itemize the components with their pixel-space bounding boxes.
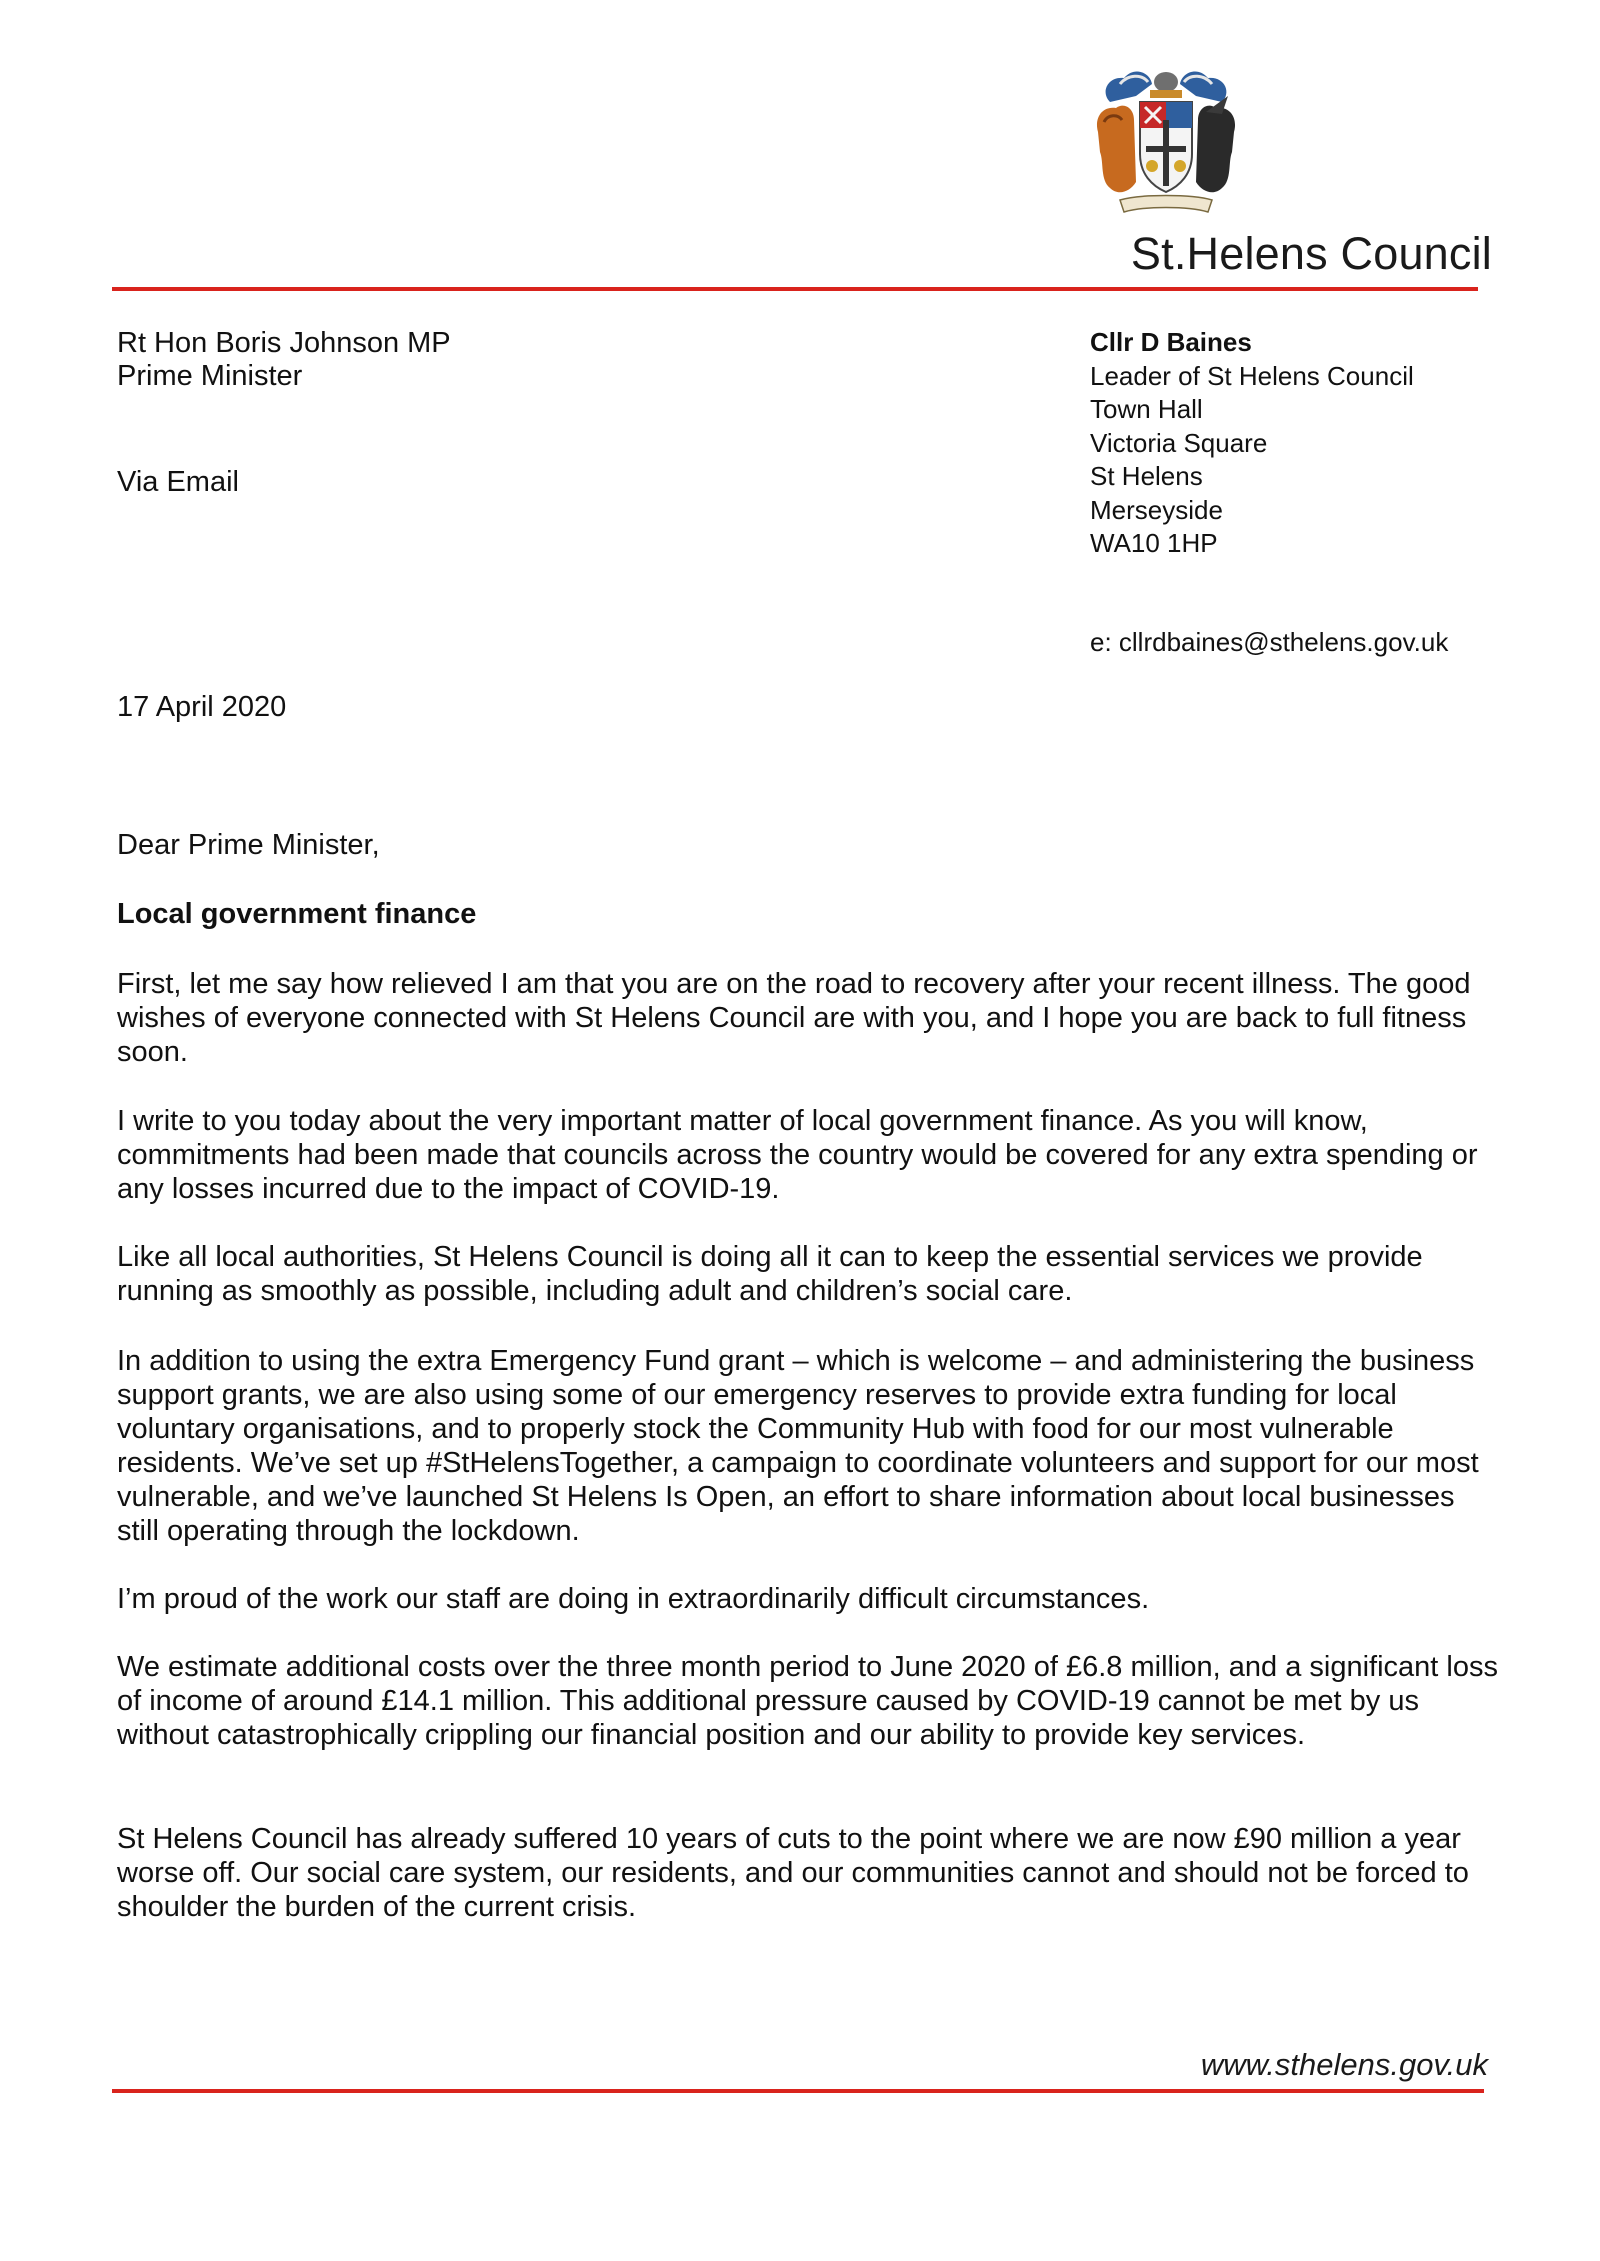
delivery-method: Via Email [117, 466, 239, 498]
header-divider [112, 287, 1478, 291]
letter-date: 17 April 2020 [117, 691, 287, 723]
sender-address-line: St Helens [1090, 461, 1203, 491]
sender-email: e: cllrdbaines@sthelens.gov.uk [1090, 627, 1449, 657]
body-paragraph: First, let me say how relieved I am that you are on the road to recovery after your recent illness. The good wishes of everyone connected with St Helens Council are with you, and I hope you are back to full fitness soon. [117, 968, 1471, 1068]
body-paragraph: Like all local authorities, St Helens Council is doing all it can to keep the essential services we provide running as smoothly as possible, including adult and children’s social care. [117, 1241, 1423, 1307]
sender-address-line: WA10 1HP [1090, 528, 1218, 558]
salutation: Dear Prime Minister, [117, 829, 380, 861]
recipient-name: Rt Hon Boris Johnson MP [117, 327, 451, 359]
council-crest-logo [1090, 62, 1242, 224]
sender-name: Cllr D Baines [1090, 327, 1252, 357]
sender-block [1090, 326, 1414, 561]
body-paragraph: I write to you today about the very important matter of local government finance. As you will know, commitments had been made that councils across the country would be covered for any extra spending or any losses incurred due to the impact of COVID-19. [117, 1105, 1478, 1205]
letter-subject: Local government finance [117, 898, 477, 930]
sender-address-line: Merseyside [1090, 494, 1223, 525]
footer-divider [112, 2089, 1484, 2093]
recipient-block [117, 327, 451, 393]
sender-address-line: Town Hall [1090, 394, 1203, 424]
body-paragraph: I’m proud of the work our staff are doing in extraordinarily difficult circumstances. [117, 1583, 1150, 1615]
footer-website: www.sthelens.gov.uk [1200, 2047, 1488, 2082]
sender-role: Leader of St Helens Council [1090, 360, 1414, 391]
council-name: St.Helens Council [1130, 228, 1492, 279]
body-paragraph: St Helens Council has already suffered 10 years of cuts to the point where we are now £90 million a year worse off. Our social care system, our residents, and our communities cannot and should not be forced to shoulder the burden of the current crisis. [117, 1823, 1469, 1923]
recipient-title: Prime Minister [117, 360, 303, 392]
sender-address-line: Victoria Square [1090, 427, 1268, 458]
body-paragraph: We estimate additional costs over the three month period to June 2020 of £6.8 million, and a significant loss of income of around £14.1 million. This additional pressure caused by COVID-19 cannot be met by us without catastrophically crippling our financial position and our ability to provide key services. [117, 1651, 1498, 1751]
body-paragraph: In addition to using the extra Emergency Fund grant – which is welcome – and administering the business support grants, we are also using some of our emergency reserves to provide extra funding for local voluntary organisations, and to properly stock the Community Hub with food for our most vulnerable residents. We’ve set up #StHelensTogether, a campaign to coordinate volunteers and support for our most vulnerable, and we’ve launched St Helens Is Open, an effort to share information about local businesses still operating through the lockdown. [117, 1345, 1479, 1547]
